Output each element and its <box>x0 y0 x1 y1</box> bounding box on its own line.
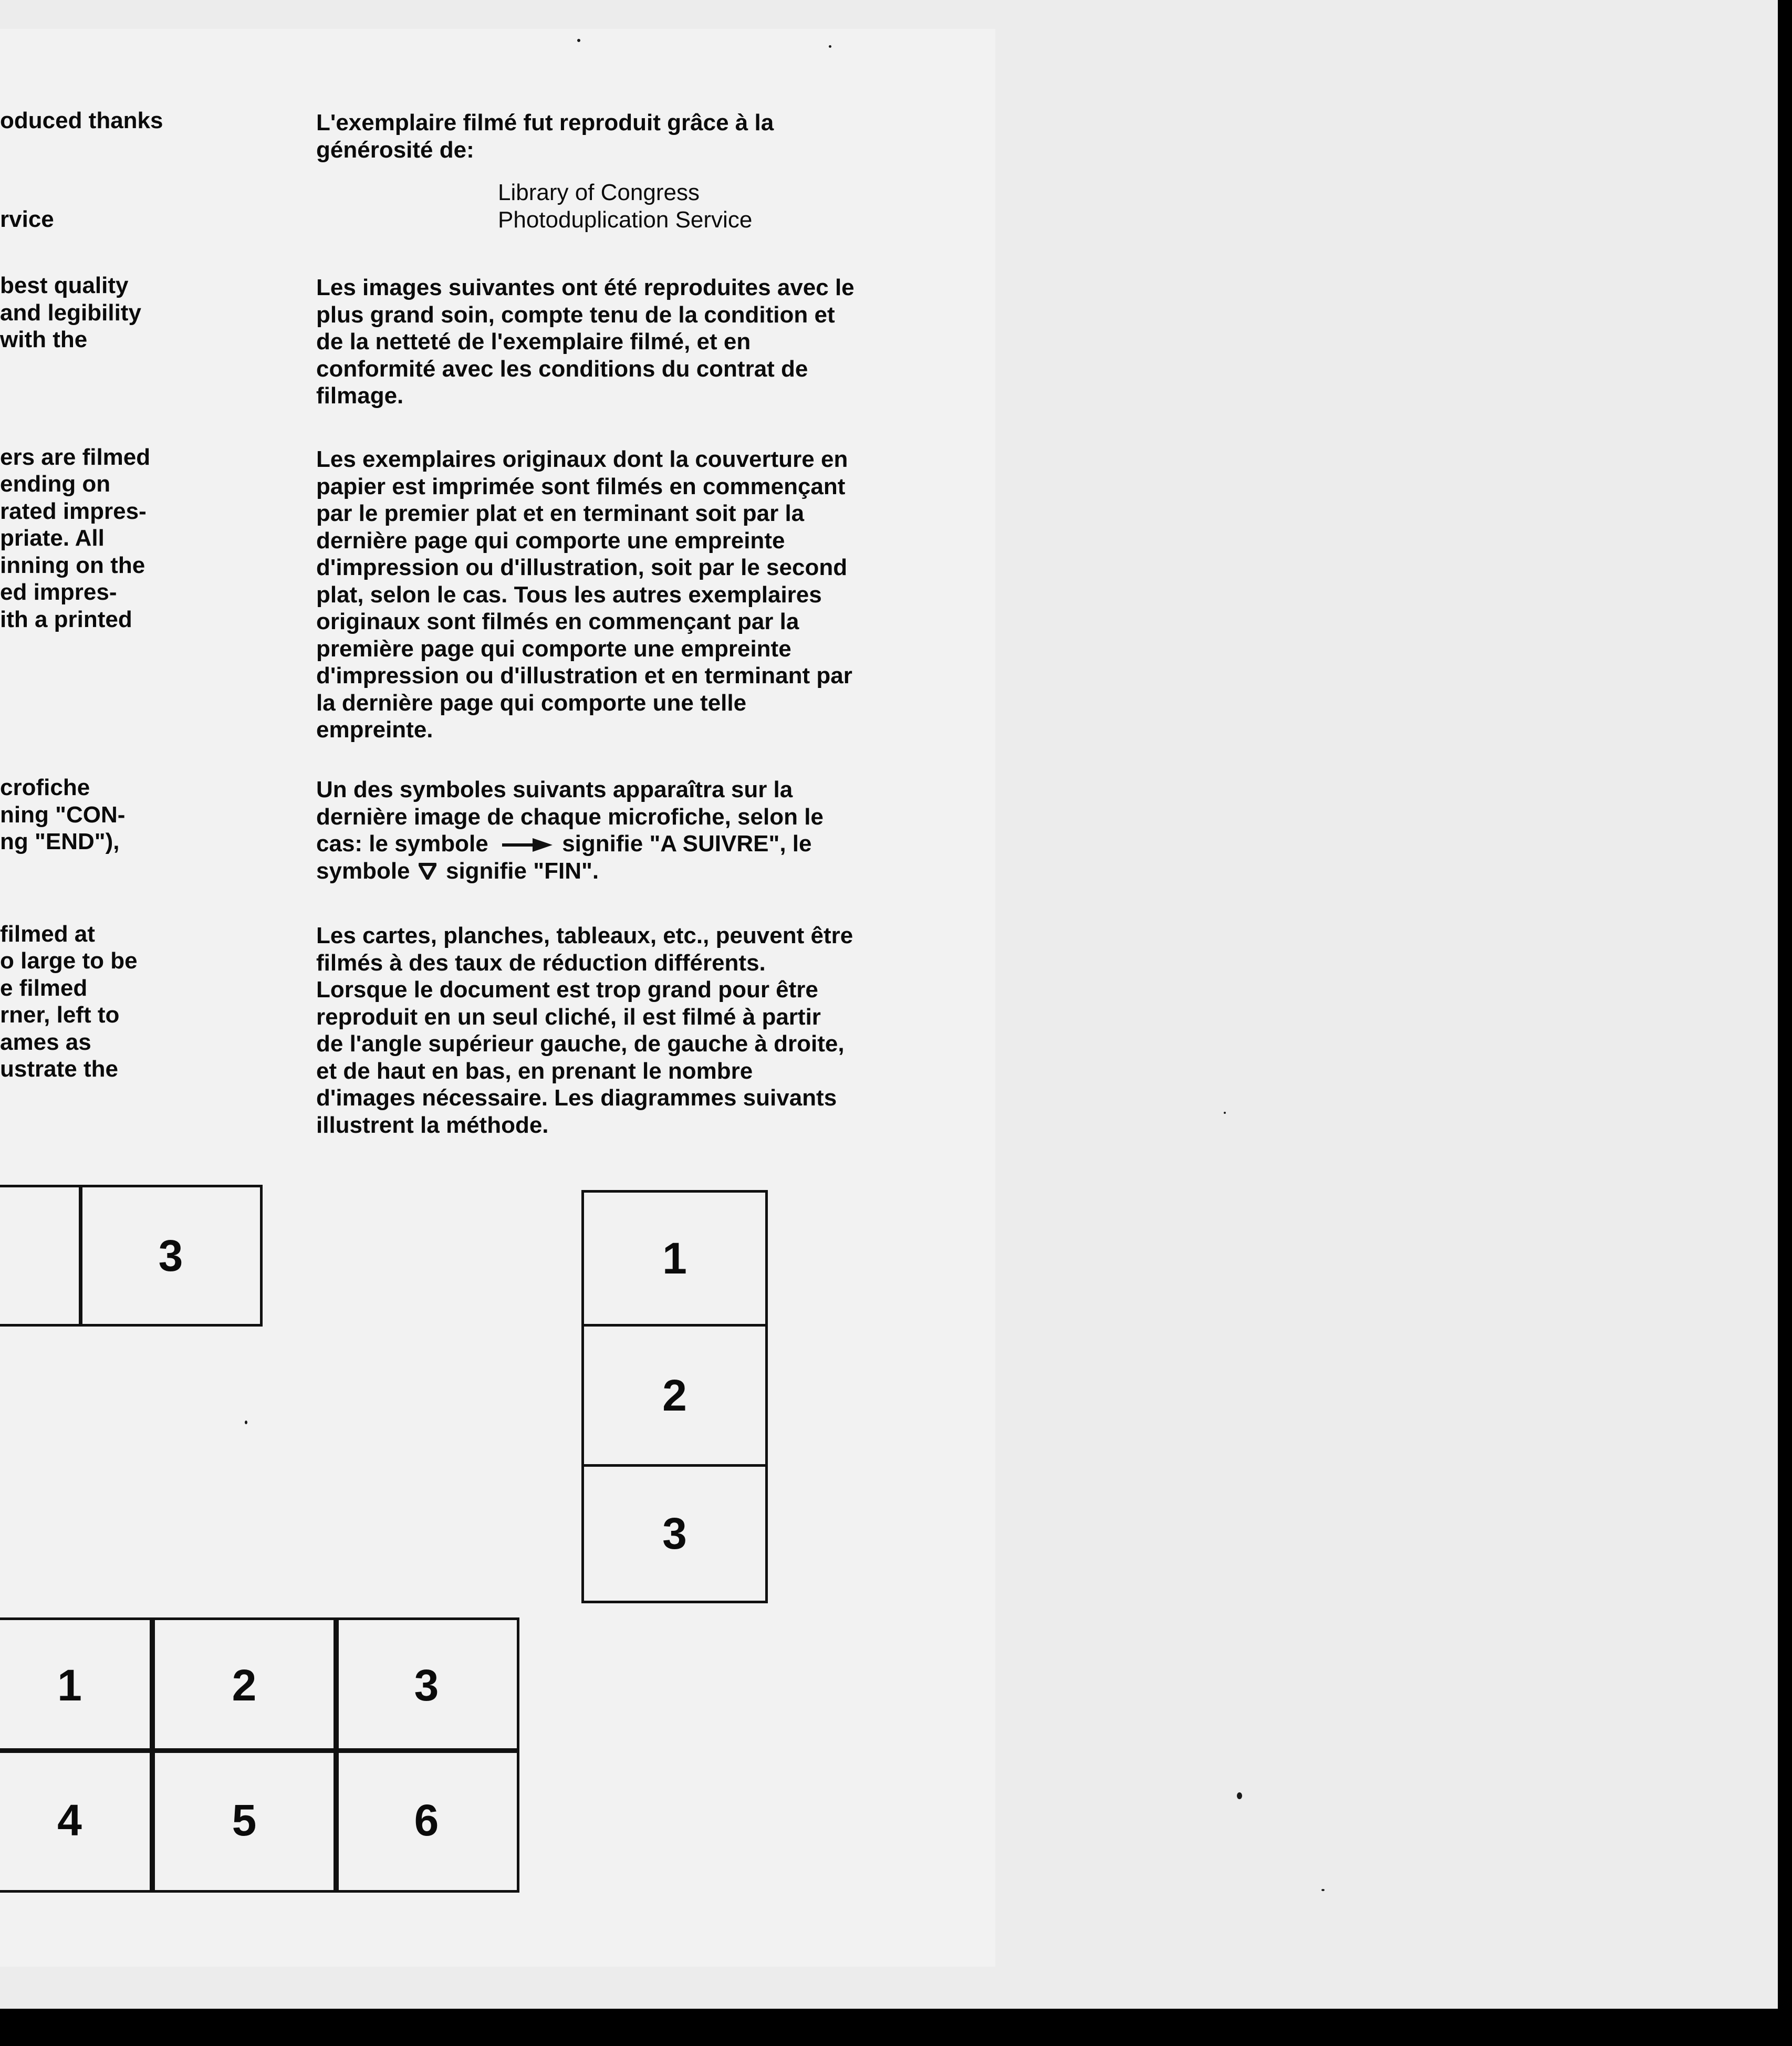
institution-line: Photoduplication Service <box>498 206 753 233</box>
para-line: dernière image de chaque microfiche, selon le <box>316 803 824 830</box>
left-fragment: ames as <box>0 1029 91 1055</box>
dust-speck <box>829 45 831 48</box>
left-fragment: ith a printed <box>0 607 132 632</box>
para-line: originaux sont filmés en commençant par la <box>316 609 799 634</box>
para-line: de l'angle supérieur gauche, de gauche à droite, <box>316 1031 845 1057</box>
french-paragraph-1 <box>316 274 855 410</box>
left-fragment: o large to be <box>0 948 138 974</box>
para-line <box>316 858 824 885</box>
para-line <box>316 830 824 858</box>
para-line: empreinte. <box>316 717 433 743</box>
para-line: plus grand soin, compte tenu de la condition et <box>316 301 835 328</box>
para-line: plat, selon le cas. Tous les autres exemplaires <box>316 581 822 608</box>
para-line: d'impression ou d'illustration, soit par le second <box>316 555 848 580</box>
bottom-dark-border <box>0 2009 1792 2046</box>
para-line: d'impression ou d'illustration et en terminant par <box>316 663 852 688</box>
dust-speck <box>1321 1889 1325 1891</box>
left-fragment: rated impres- <box>0 498 147 524</box>
para-line: première page qui comporte une empreinte <box>316 635 791 662</box>
diagram-vertical-cell: 1 <box>581 1190 768 1327</box>
left-fragment: ning "CON- <box>0 802 126 828</box>
heading-line: générosité de: <box>316 137 474 163</box>
diagram-grid-cell: 2 <box>150 1617 339 1753</box>
french-paragraph-3 <box>316 776 824 884</box>
left-fragment: ng "END"), <box>0 829 120 854</box>
diagram-strip-cell: 3 <box>79 1185 263 1327</box>
left-fragment: rvice <box>0 206 54 232</box>
para-line: illustrent la méthode. <box>316 1112 549 1138</box>
left-fragment: ed impres- <box>0 579 117 605</box>
para-line: et de haut en bas, en prenant le nombre <box>316 1058 753 1084</box>
institution-block <box>498 179 752 233</box>
institution-line: Library of Congress <box>498 180 700 205</box>
left-fragment: rner, left to <box>0 1002 120 1028</box>
left-fragment: ending on <box>0 471 111 497</box>
para-text: cas: le symbole <box>316 831 488 857</box>
diagram-grid-cell: 6 <box>334 1748 519 1893</box>
para-line: dernière page qui comporte une empreinte <box>316 527 785 554</box>
para-text: symbole <box>316 858 410 884</box>
diagram-grid-cell: 5 <box>150 1748 339 1893</box>
para-line: Les exemplaires originaux dont la couverture en <box>316 446 848 472</box>
left-fragment: ustrate the <box>0 1056 118 1082</box>
dust-speck <box>1237 1792 1242 1799</box>
para-line: filmage. <box>316 383 404 409</box>
left-fragment: oduced thanks <box>0 108 163 133</box>
left-fragment: inning on the <box>0 552 145 578</box>
french-paragraph-4 <box>316 922 853 1139</box>
dust-speck <box>245 1421 247 1424</box>
french-heading <box>316 109 774 163</box>
heading-line: L'exemplaire filmé fut reproduit grâce à la <box>316 110 774 135</box>
left-fragment: e filmed <box>0 975 88 1001</box>
diagram-strip-cell-partial <box>0 1185 82 1327</box>
dust-speck <box>1224 1112 1226 1114</box>
diagram-grid-cell: 4 <box>0 1748 155 1893</box>
left-fragment: with the <box>0 327 88 352</box>
french-paragraph-2 <box>316 446 852 744</box>
para-line: de la netteté de l'exemplaire filmé, et en <box>316 329 751 354</box>
arrow-right-icon <box>502 837 553 853</box>
diagram-grid-cell: 3 <box>334 1617 519 1753</box>
para-line: Un des symboles suivants apparaîtra sur la <box>316 777 793 802</box>
diagram-vertical-cell: 2 <box>581 1324 768 1467</box>
para-line: Lorsque le document est trop grand pour être <box>316 977 818 1003</box>
left-fragment: priate. All <box>0 525 105 551</box>
para-line: papier est imprimée sont filmés en commençant <box>316 473 846 499</box>
left-fragment: ers are filmed <box>0 444 151 470</box>
para-line: Les images suivantes ont été reproduites avec le <box>316 275 855 300</box>
diagram-vertical-cell: 3 <box>581 1464 768 1603</box>
left-fragment: crofiche <box>0 775 90 800</box>
para-line: conformité avec les conditions du contrat de <box>316 356 808 382</box>
down-triangle-icon <box>419 863 436 880</box>
left-fragment: and legibility <box>0 300 141 326</box>
para-line: reproduit en un seul cliché, il est filmé à partir <box>316 1004 821 1030</box>
right-dark-border <box>1778 0 1792 2046</box>
left-fragment: best quality <box>0 273 129 298</box>
para-text: signifie "FIN". <box>445 858 599 884</box>
para-line: filmés à des taux de réduction différents. <box>316 949 766 976</box>
left-fragment: filmed at <box>0 921 95 947</box>
para-line: la dernière page qui comporte une telle <box>316 690 747 716</box>
dust-speck <box>577 39 580 42</box>
diagram-grid-cell: 1 <box>0 1617 155 1753</box>
para-line: Les cartes, planches, tableaux, etc., peuvent être <box>316 923 853 948</box>
para-line: par le premier plat et en terminant soit par la <box>316 500 805 526</box>
para-text: signifie "A SUIVRE", le <box>562 831 812 857</box>
para-line: d'images nécessaire. Les diagrammes suivants <box>316 1085 837 1111</box>
